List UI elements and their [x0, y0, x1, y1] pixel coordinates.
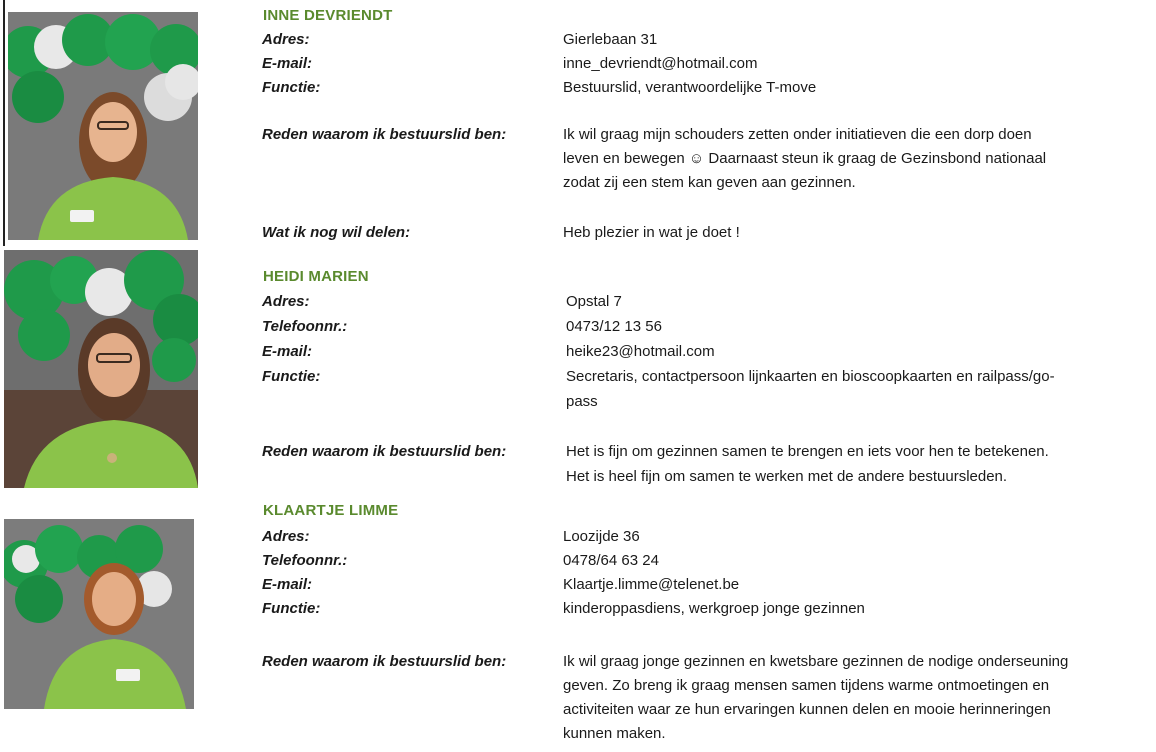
telefoon-label: Telefoonnr.: [262, 552, 348, 569]
email-value: Klaartje.limme@telenet.be [563, 576, 740, 593]
delen-label: Wat ik nog wil delen: [262, 224, 411, 241]
adres-label: Adres: [262, 528, 310, 545]
reden-line: kunnen maken. [563, 725, 666, 742]
photo-inne [8, 12, 198, 240]
email-label: E-mail: [262, 55, 313, 72]
functie-value: Bestuurslid, verantwoordelijke T-move [563, 79, 817, 96]
reden-line: Het is heel fijn om samen te werken met de andere bestuursleden. [566, 468, 1008, 485]
adres-value: Gierlebaan 31 [563, 31, 658, 48]
photo-klaartje [4, 519, 194, 709]
telefoon-value: 0473/12 13 56 [566, 318, 662, 335]
telefoon-label: Telefoonnr.: [262, 318, 348, 335]
reden-line: zodat zij een stem kan geven aan gezinnen. [563, 174, 856, 191]
adres-value: Loozijde 36 [563, 528, 640, 545]
person-name: HEIDI MARIEN [263, 268, 369, 285]
email-value: inne_devriendt@hotmail.com [563, 55, 758, 72]
email-label: E-mail: [262, 343, 313, 360]
reden-line: Ik wil graag jonge gezinnen en kwetsbare gezinnen de nodige onderseuning [563, 653, 1069, 670]
functie-label: Functie: [262, 368, 321, 385]
functie-label: Functie: [262, 600, 321, 617]
reden-line: activiteiten waar ze hun ervaringen kunnen delen en mooie herinneringen [563, 701, 1051, 718]
functie-value: kinderoppasdiens, werkgroep jonge gezinnen [563, 600, 865, 617]
reden-line: Ik wil graag mijn schouders zetten onder initiatieven die een dorp doen [563, 126, 1032, 143]
telefoon-value: 0478/64 63 24 [563, 552, 659, 569]
reden-label: Reden waarom ik bestuurslid ben: [262, 443, 507, 460]
adres-label: Adres: [262, 31, 310, 48]
functie-line: pass [566, 393, 598, 410]
adres-label: Adres: [262, 293, 310, 310]
functie-label: Functie: [262, 79, 321, 96]
person-name: INNE DEVRIENDT [263, 7, 393, 24]
person-name: KLAARTJE LIMME [263, 502, 399, 519]
functie-line: Secretaris, contactpersoon lijnkaarten en bioscoopkaarten en railpass/go- [566, 368, 1055, 385]
delen-value: Heb plezier in wat je doet ! [563, 224, 740, 241]
reden-line: geven. Zo breng ik graag mensen samen tijdens warme ontmoetingen en [563, 677, 1050, 694]
reden-label: Reden waarom ik bestuurslid ben: [262, 653, 507, 670]
reden-line: Het is fijn om gezinnen samen te brengen en iets voor hen te betekenen. [566, 443, 1049, 460]
reden-label: Reden waarom ik bestuurslid ben: [262, 126, 507, 143]
email-label: E-mail: [262, 576, 313, 593]
photo-heidi [4, 250, 198, 488]
email-value: heike23@hotmail.com [566, 343, 715, 360]
adres-value: Opstal 7 [566, 293, 622, 310]
reden-line: leven en bewegen ☺ Daarnaast steun ik graag de Gezinsbond nationaal [563, 150, 1047, 167]
border-line [3, 0, 5, 246]
